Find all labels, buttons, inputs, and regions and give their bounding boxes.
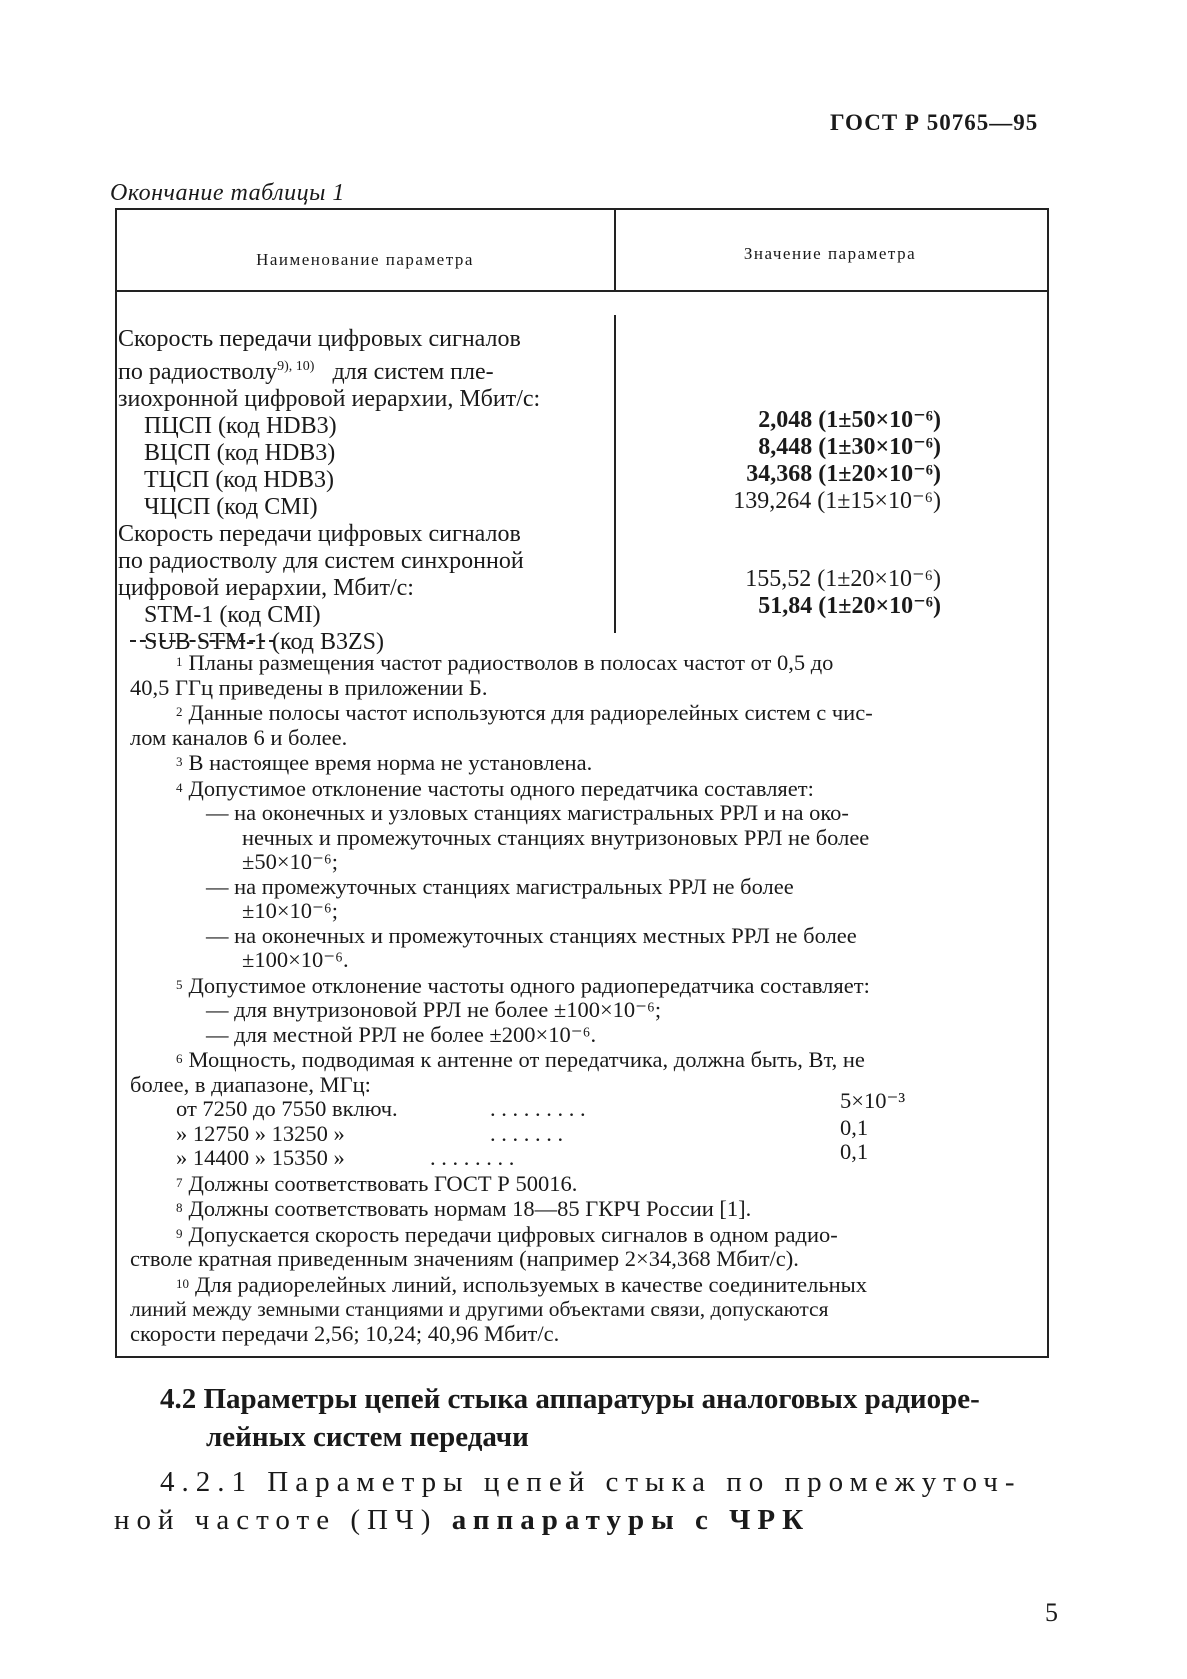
body-column-divider (614, 315, 616, 633)
section-heading-4-2 (160, 1380, 980, 1456)
footnote-number: 5 (176, 976, 183, 992)
footnote-5 (130, 973, 1035, 999)
footnote-text: Допустимое отклонение частоты одного передатчика составляет: (188, 775, 814, 801)
heading-text-bold: аппаратуры с ЧРК (451, 1504, 811, 1536)
range-dots: . . . . . . . (490, 1120, 564, 1146)
table-row: SUB STM-1 (код B3ZS) (144, 629, 384, 655)
footnote-line: стволе кратная приведенным значениям (например 2×34,368 Мбит/с). (130, 1246, 799, 1271)
footnote-number: 3 (176, 754, 183, 769)
range-row (130, 1139, 1035, 1171)
footnote-6 (130, 1047, 1035, 1073)
heading-line: 4.2 Параметры цепей стыка аппаратуры аналоговых радиоре- (160, 1383, 980, 1415)
value-cell: 51,84 (1±20×10⁻⁶) (758, 593, 941, 619)
range-label: от 7250 до 7550 включ. (176, 1096, 398, 1121)
parameter-values (625, 407, 941, 515)
footnote-number: 1 (176, 654, 183, 669)
footnote-1 (130, 650, 1035, 676)
footnote-text: Для радиорелейных линий, используемых в качестве соединительных (195, 1271, 867, 1297)
range-dots: . . . . . . . . (430, 1145, 515, 1170)
footnote-text: Должны соответствовать ГОСТ Р 50016. (188, 1170, 578, 1196)
heading-text: ной частоте (ПЧ) (114, 1504, 452, 1536)
value-cell: 34,368 (1±20×10⁻⁶) (746, 461, 941, 487)
footnote-2 (130, 700, 1035, 726)
header-column-divider (614, 208, 616, 290)
parameter-values-sdh (625, 566, 941, 620)
heading-line (114, 1501, 1022, 1539)
footnote-line: — для местной РРЛ не более ±200×10⁻⁶. (206, 1021, 597, 1047)
range-row (130, 1114, 1035, 1147)
heading-line: 4.2.1 Параметры цепей стыка по промежуточ- (160, 1466, 1022, 1498)
footnote-ref: 9), 10) (277, 359, 315, 374)
table-row: по радиостволу для систем синхронной (118, 548, 524, 574)
footnote-3 (130, 750, 1035, 776)
page-number: 5 (1045, 1598, 1058, 1627)
footnote-line: — на оконечных и узловых станциях магистральных РРЛ и на око- (206, 800, 849, 825)
range-label: » 12750 » 13250 » (176, 1120, 345, 1146)
footnote-number: 9 (176, 1225, 183, 1241)
table-cell: для систем пле- (332, 359, 494, 385)
table-row: Скорость передачи цифровых сигналов (118, 326, 521, 352)
table-row: ВЦСП (код HDB3) (144, 440, 336, 466)
document-code: ГОСТ Р 50765—95 (830, 110, 1039, 135)
footnote-line: скорости передачи 2,56; 10,24; 40,96 Мбит/с. (130, 1320, 560, 1346)
table-row: ТЦСП (код HDB3) (144, 467, 334, 493)
footnote-4 (130, 776, 1035, 802)
power-range-list (130, 1088, 1035, 1171)
footnote-line: ±100×10⁻⁶. (242, 947, 349, 972)
footnote-separator (130, 640, 275, 642)
table-row: ПЦСП (код HDB3) (144, 413, 337, 439)
table-row (118, 353, 610, 386)
value-cell: 8,448 (1±30×10⁻⁶) (758, 434, 941, 460)
parameter-names (118, 326, 610, 656)
table-top-rule (115, 208, 1049, 210)
range-value: 0,1 (840, 1139, 869, 1164)
footnote-line: нечных и промежуточных станциях внутризоновых РРЛ не более (242, 824, 870, 850)
footnote-text: Допустимое отклонение частоты одного радиопередатчика составляет: (188, 972, 870, 998)
table-row: цифровой иерархии, Мбит/с: (118, 575, 414, 601)
table-row: Скорость передачи цифровых сигналов (118, 521, 521, 547)
footnote-number: 8 (176, 1200, 183, 1215)
footnote-text: Данные полосы частот используются для радиорелейных систем с чис- (188, 700, 873, 725)
value-cell: 155,52 (1±20×10⁻⁶) (745, 566, 941, 592)
footnote-9 (130, 1222, 1035, 1248)
table-caption: Окончание таблицы 1 (110, 180, 345, 206)
footnote-line: 40,5 ГГц приведены в приложении Б. (130, 674, 488, 700)
range-row (130, 1088, 1035, 1122)
column-header-name: Наименование параметра (256, 250, 474, 269)
footnote-number: 10 (176, 1275, 189, 1291)
footnote-line: ±50×10⁻⁶; (242, 849, 339, 874)
footnote-line: — на промежуточных станциях магистральных РРЛ не более (206, 873, 794, 899)
footnote-line: линий между земными станциями и другими объектами связи, допускаются (130, 1297, 829, 1321)
footnote-7 (130, 1171, 1035, 1197)
footnote-line: более, в диапазоне, МГц: (130, 1071, 371, 1097)
footnote-line: — на оконечных и промежуточных станциях местных РРЛ не более (206, 922, 857, 948)
footnote-text: Должны соответствовать нормам 18—85 ГКРЧ России [1]. (188, 1196, 752, 1221)
footnote-text: Мощность, подводимая к антенне от передатчика, должна быть, Вт, не (188, 1047, 865, 1072)
footnote-number: 4 (176, 779, 183, 795)
range-value: 0,1 (840, 1114, 869, 1140)
footnote-number: 6 (176, 1051, 183, 1066)
table-header-rule (115, 290, 1049, 292)
footnote-number: 7 (176, 1174, 183, 1190)
column-header-value: Значение параметра (743, 244, 917, 263)
footnote-8 (130, 1196, 1035, 1222)
footnotes (130, 650, 1035, 1346)
footnote-line: лом каналов 6 и более. (130, 724, 348, 750)
range-label: » 14400 » 15350 » (176, 1145, 345, 1170)
heading-line: лейных систем передачи (206, 1421, 529, 1453)
table-bottom-rule (115, 1356, 1049, 1358)
table-row: зиохронной цифровой иерархии, Мбит/с: (118, 386, 541, 412)
range-value: 5×10⁻³ (840, 1088, 906, 1113)
footnote-text: В настоящее время норма не установлена. (188, 750, 593, 775)
value-cell: 139,264 (1±15×10⁻⁶) (733, 488, 941, 514)
footnote-text: Планы размещения частот радиостволов в полосах частот от 0,5 до (188, 650, 834, 675)
table-cell: по радиостволу (118, 359, 278, 385)
table-row: STM-1 (код CMI) (144, 602, 321, 628)
section-heading-4-2-1 (114, 1463, 1022, 1539)
value-cell: 2,048 (1±50×10⁻⁶) (758, 407, 941, 433)
footnote-line: — для внутризоновой РРЛ не более ±100×10⁻⁶; (206, 997, 662, 1022)
table-row: ЧЦСП (код CMI) (144, 494, 318, 520)
footnote-10 (130, 1272, 1035, 1298)
footnote-number: 2 (176, 704, 183, 719)
range-dots: . . . . . . . . . (490, 1096, 586, 1121)
footnote-text: Допускается скорость передачи цифровых сигналов в одном радио- (188, 1221, 838, 1247)
footnote-line: ±10×10⁻⁶; (242, 898, 339, 923)
